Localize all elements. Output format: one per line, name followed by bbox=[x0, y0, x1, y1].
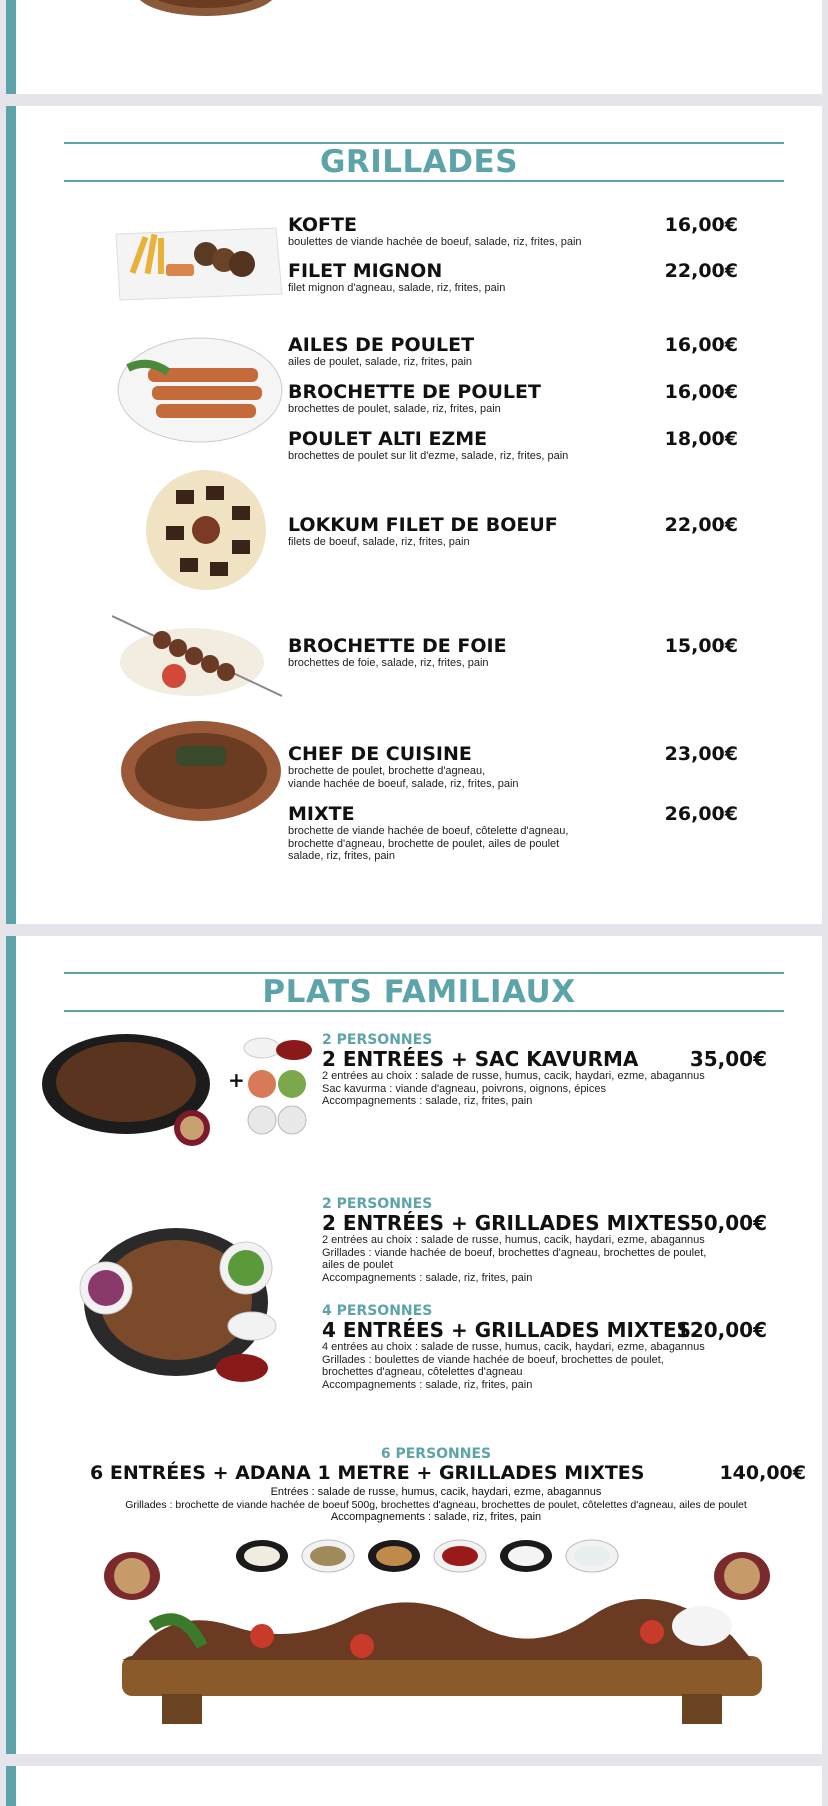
item-name: 4 ENTRÉES + GRILLADES MIXTES bbox=[322, 1318, 692, 1342]
plus-sign: + bbox=[228, 1068, 245, 1092]
item-description: Accompagnements : salade, riz, frites, pain bbox=[322, 1378, 533, 1391]
item-price: 18,00€ bbox=[664, 428, 738, 450]
menu-page-bottom bbox=[6, 1766, 822, 1806]
item-description: 4 entrées au choix : salade de russe, humus, cacik, haydari, ezme, abagannus bbox=[322, 1341, 705, 1353]
item-description: Grillades : brochette de viande hachée de boeuf 500g, brochettes d'agneau, brochettes de poulet, côtelettes d'agneau, ailes de poulet bbox=[125, 1498, 747, 1511]
dish-photo-top bbox=[126, 0, 286, 40]
item-name: 2 ENTRÉES + SAC KAVURMA bbox=[322, 1047, 639, 1071]
item-description: Grillades : boulettes de viande hachée de boeuf, brochettes de poulet, bbox=[322, 1353, 664, 1366]
item-description: brochette de poulet, brochette d'agneau, bbox=[288, 765, 486, 777]
menu-item-brochette-de-foie bbox=[288, 635, 738, 670]
item-name: POULET ALTI EZME bbox=[288, 428, 488, 450]
menu-item-poulet-alti-ezme bbox=[288, 428, 738, 463]
dish-photo-lokkum bbox=[136, 466, 276, 596]
item-price: 16,00€ bbox=[664, 381, 738, 403]
dish-photo-kofte bbox=[106, 214, 286, 304]
item-description: brochettes de poulet, salade, riz, frites, pain bbox=[288, 403, 501, 415]
item-name: BROCHETTE DE FOIE bbox=[288, 635, 507, 657]
family-item-sac-kavurma bbox=[322, 1032, 767, 1108]
item-description: 2 entrées au choix : salade de russe, humus, cacik, haydari, ezme, abagannus bbox=[322, 1234, 705, 1246]
item-price: 26,00€ bbox=[664, 803, 738, 825]
item-description: ailes de poulet bbox=[322, 1259, 393, 1271]
item-description: viande hachée de boeuf, salade, riz, frites, pain bbox=[288, 777, 519, 790]
item-name: AILES DE POULET bbox=[288, 334, 475, 356]
item-description: brochette d'agneau, brochette de poulet, ailes de poulet bbox=[288, 837, 560, 850]
item-description: Accompagnements : salade, riz, frites, pain bbox=[322, 1095, 533, 1107]
item-price: 16,00€ bbox=[664, 214, 738, 236]
family-item-adana bbox=[66, 1446, 806, 1524]
item-price: 16,00€ bbox=[664, 334, 738, 356]
item-description: brochettes d'agneau, côtelettes d'agneau bbox=[322, 1366, 523, 1378]
item-name: MIXTE bbox=[288, 803, 355, 825]
section-title-plats-familiaux: PLATS FAMILIAUX bbox=[262, 974, 576, 1010]
entrees-photo bbox=[242, 1034, 312, 1144]
item-description: brochettes de foie, salade, riz, frites, pain bbox=[288, 657, 489, 669]
item-description: boulettes de viande hachée de boeuf, salade, riz, frites, pain bbox=[288, 236, 582, 248]
item-name: 2 ENTRÉES + GRILLADES MIXTES bbox=[322, 1211, 692, 1235]
item-description: filet mignon d'agneau, salade, riz, frites, pain bbox=[288, 282, 506, 294]
item-name: LOKKUM FILET DE BOEUF bbox=[288, 514, 558, 536]
item-name: 6 ENTRÉES + ADANA 1 METRE + GRILLADES MIXTES bbox=[90, 1462, 645, 1484]
menu-item-kofte bbox=[288, 214, 738, 249]
section-title-grillades: GRILLADES bbox=[319, 144, 519, 180]
item-description: Grillades : viande hachée de boeuf, brochettes d'agneau, brochettes de poulet, bbox=[322, 1246, 707, 1259]
dish-photo-adana-metre bbox=[92, 1536, 792, 1741]
plats-familiaux-page bbox=[6, 936, 822, 1754]
item-name: KOFTE bbox=[288, 214, 357, 236]
item-description: brochette de viande hachée de boeuf, côtelette d'agneau, bbox=[288, 825, 569, 837]
item-description: salade, riz, frites, pain bbox=[288, 850, 395, 862]
item-name: BROCHETTE DE POULET bbox=[288, 381, 541, 403]
item-description: Entrées : salade de russe, humus, cacik, haydari, ezme, abagannus bbox=[270, 1486, 602, 1498]
persons-label: 2 PERSONNES bbox=[322, 1032, 433, 1048]
menu-item-brochette-de-poulet bbox=[288, 381, 738, 416]
grillades-page bbox=[6, 106, 822, 924]
dish-photo-grillades-mixtes bbox=[76, 1206, 286, 1386]
persons-label: 4 PERSONNES bbox=[322, 1303, 433, 1319]
item-price: 120,00€ bbox=[675, 1318, 767, 1342]
dish-photo-foie bbox=[112, 606, 292, 706]
item-description: ailes de poulet, salade, riz, frites, pain bbox=[288, 356, 473, 368]
item-price: 15,00€ bbox=[664, 635, 738, 657]
item-description: filets de boeuf, salade, riz, frites, pain bbox=[288, 536, 470, 548]
item-price: 22,00€ bbox=[664, 260, 738, 282]
item-description: brochettes de poulet sur lit d'ezme, salade, riz, frites, pain bbox=[288, 450, 569, 462]
item-description: Accompagnements : salade, riz, frites, pain bbox=[330, 1511, 542, 1523]
family-item-2-grillades bbox=[322, 1196, 767, 1284]
dish-photo-sac-kavurma bbox=[42, 1032, 222, 1148]
menu-item-lokkum bbox=[288, 514, 738, 549]
persons-label: 2 PERSONNES bbox=[322, 1196, 433, 1212]
item-name: CHEF DE CUISINE bbox=[288, 743, 472, 765]
persons-label: 6 PERSONNES bbox=[380, 1446, 492, 1462]
item-description: Accompagnements : salade, riz, frites, pain bbox=[322, 1271, 533, 1284]
item-price: 140,00€ bbox=[719, 1462, 806, 1484]
dish-photo-poulet bbox=[108, 328, 288, 448]
menu-item-chef-de-cuisine bbox=[288, 743, 738, 790]
menu-item-filet-mignon bbox=[288, 260, 738, 295]
item-description: Sac kavurma : viande d'agneau, poivrons, oignons, épices bbox=[322, 1082, 606, 1095]
item-price: 35,00€ bbox=[689, 1047, 767, 1071]
item-description: 2 entrées au choix : salade de russe, humus, cacik, haydari, ezme, abagannus bbox=[322, 1070, 705, 1082]
dish-photo-chef-mixte bbox=[116, 716, 286, 826]
menu-page-top bbox=[6, 0, 822, 94]
item-price: 22,00€ bbox=[664, 514, 738, 536]
item-price: 23,00€ bbox=[664, 743, 738, 765]
item-price: 50,00€ bbox=[689, 1211, 767, 1235]
item-name: FILET MIGNON bbox=[288, 260, 443, 282]
menu-item-mixte bbox=[288, 803, 738, 863]
family-item-4-grillades bbox=[322, 1303, 767, 1391]
menu-item-ailes-de-poulet bbox=[288, 334, 738, 369]
